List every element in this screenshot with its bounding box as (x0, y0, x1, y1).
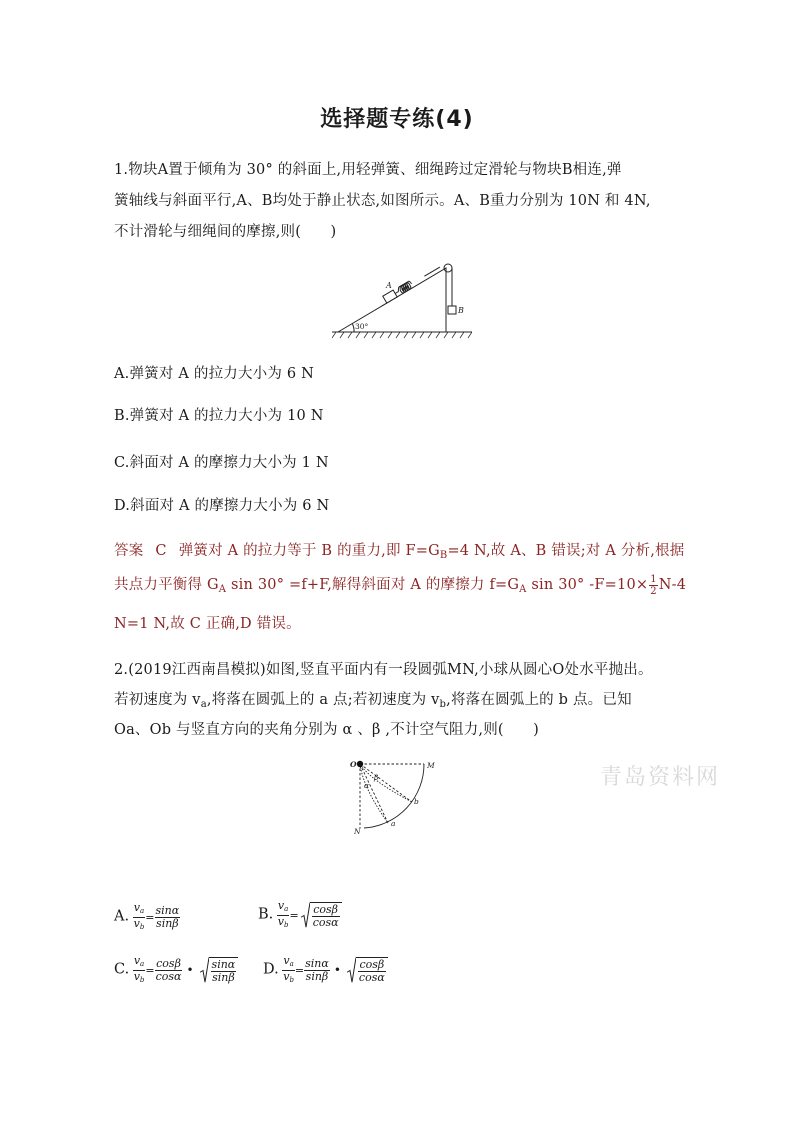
q1-incline-figure (332, 256, 472, 342)
q2-option-c: C. $\frac{v_a}{v_b}$ = $\frac{\cos\beta}{\cos\alpha}$ • $\frac{\sin\alpha}{\sin\beta}$ (114, 955, 238, 986)
q1-stem-line-3: 不计滑轮与细绳间的摩擦,则( ) (114, 224, 337, 240)
q2-label-m: M (427, 761, 435, 770)
q2-stem-line-3: Oa、Ob 与竖直方向的夹角分别为 α 、β ,不计空气阻力,则( ) (114, 722, 540, 738)
q1-answer-line-2: 共点力平衡得 $G_A$ sin 30° =f+F,解得斜面对 A 的摩擦力 $f=G_A$ sin 30° -F=10× $\frac{1}{2}$ N-4 (114, 573, 687, 597)
answer-choice: C (155, 543, 167, 559)
q2-stem-line-2: 若初速度为 $v_a$,将落在圆弧上的 a 点;若初速度为 $v_b$,将落在圆弧上的 b 点。已知 (114, 692, 632, 710)
q1-option-d: D.斜面对 A 的摩擦力大小为 6 N (114, 498, 330, 514)
q1-option-a: A.弹簧对 A 的拉力大小为 6 N (114, 366, 315, 382)
q1-option-c: C.斜面对 A 的摩擦力大小为 1 N (114, 455, 329, 471)
q1-figure-angle: 30° (355, 322, 369, 331)
q1-stem-line-1: 1.物块A置于倾角为 30° 的斜面上,用轻弹簧、细绳跨过定滑轮与物块B相连,弹 (114, 162, 622, 178)
q2-arc-figure (350, 758, 440, 838)
q1-answer-line-3: N=1 N,故 C 正确,D 错误。 (114, 616, 301, 632)
q1-answer-line-1: 答案 C 弹簧对 A 的拉力等于 B 的重力,即 $F=G_B=4$ N,故 A、B 错误;对 A 分析,根据 (114, 543, 685, 561)
q1-figure-label-b: B (458, 306, 464, 315)
sqrt-sign: $\frac{\cos\beta}{\cos\alpha}$ (301, 902, 342, 929)
watermark: 青岛资料网 (600, 765, 721, 790)
q2-stem-line-1: 2.(2019江西南昌模拟)如图,竖直平面内有一段圆弧MN,小球从圆心O处水平抛出。 (114, 662, 653, 678)
q2-label-n: N (354, 827, 361, 836)
q2-label-a: a (391, 819, 396, 828)
q2-label-b: b (414, 797, 419, 806)
answer-tag: 答案 (114, 543, 144, 559)
q2-option-b: B. $\frac{v_a}{v_b}$ = $\frac{\cos\beta}{\cos\alpha}$ (258, 900, 342, 931)
answer-fraction: $\frac{1}{2}$ (650, 573, 657, 597)
sqrt-sign: $\frac{\cos\beta}{\cos\alpha}$ (347, 957, 388, 984)
q2-label-alpha: α (364, 781, 370, 790)
page-title: 选择题专练(4) (320, 107, 474, 132)
q2-label-beta: β (374, 773, 379, 782)
q1-option-b: B.弹簧对 A 的拉力大小为 10 N (114, 408, 324, 424)
q2-option-d: D. $\frac{v_a}{v_b}$ = $\frac{\sin\alpha}{\sin\beta}$ • $\frac{\cos\beta}{\cos\alpha}$ (263, 955, 388, 986)
sqrt-sign: $\frac{\sin\alpha}{\sin\beta}$ (200, 957, 239, 984)
q1-stem-line-2: 簧轴线与斜面平行,A、B均处于静止状态,如图所示。A、B重力分别为 10N 和 4N, (114, 193, 651, 209)
q2-label-o: O (350, 760, 357, 769)
q2-option-a: A. $\frac{v_a}{v_b}$ = $\frac{\sin\alpha}{\sin\beta}$ (114, 901, 180, 931)
q2-ball (357, 761, 363, 767)
q1-figure-label-a: A (386, 281, 392, 290)
